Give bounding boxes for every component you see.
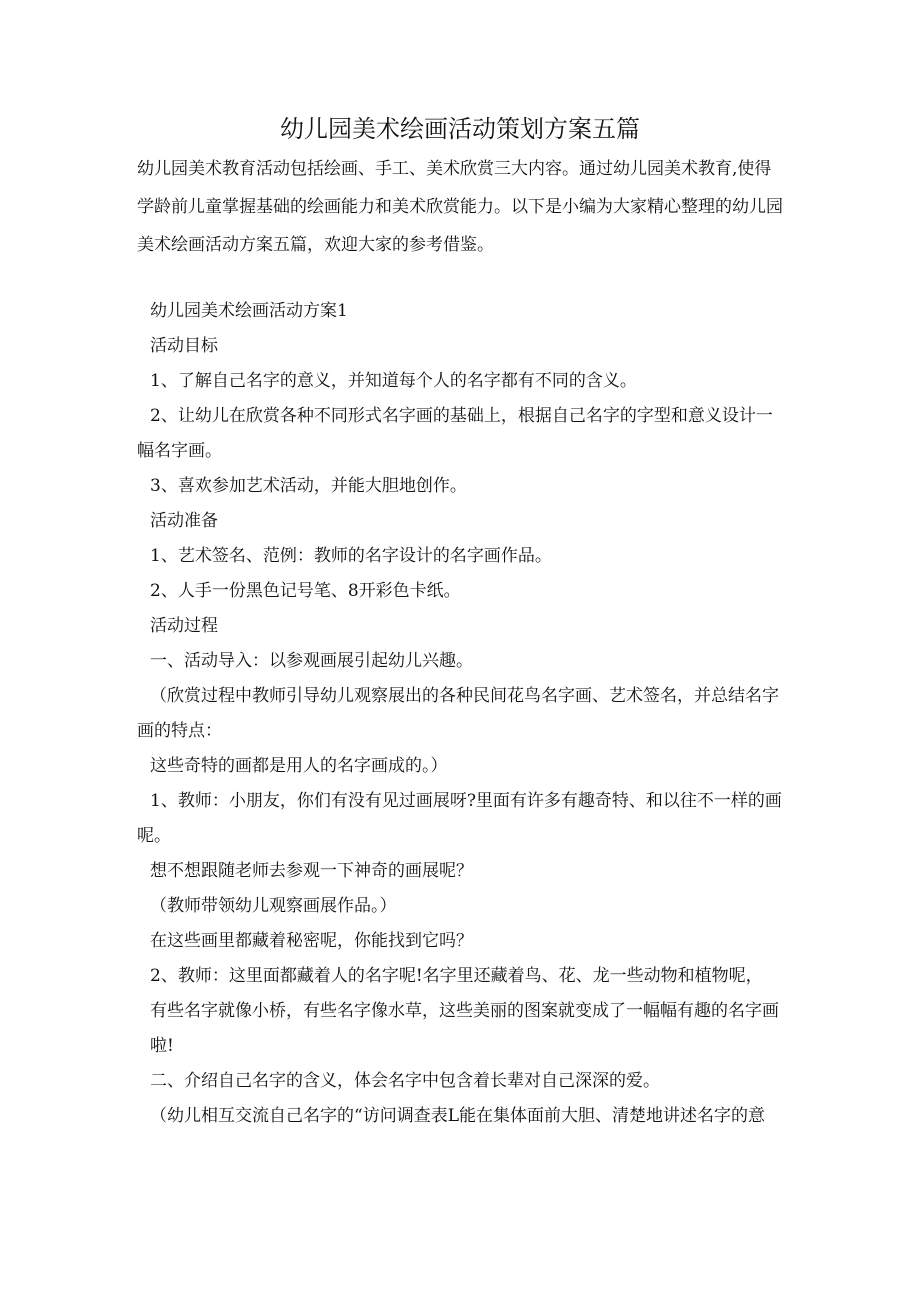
section-heading: 幼儿园美术绘画活动方案1 xyxy=(150,301,348,321)
paragraph: （教师带领幼儿观察画展作品。） xyxy=(150,896,397,916)
paragraph: 在这些画里都藏着秘密呢，你能找到它吗？ xyxy=(150,931,473,951)
document-title: 幼儿园美术绘画活动策划方案五篇 xyxy=(280,115,640,143)
subheading: 活动目标 xyxy=(150,336,218,356)
paragraph: 3、喜欢参加艺术活动，并能大胆地创作。 xyxy=(150,476,467,496)
paragraph: 2、教师：这里面都藏着人的名字呢!名字里还藏着鸟、花、龙一些动物和植物呢， xyxy=(150,966,763,986)
paragraph: 1、艺术签名、范例：教师的名字设计的名字画作品。 xyxy=(150,546,552,566)
intro-paragraph: 幼儿园美术教育活动包括绘画、手工、美术欣赏三大内容。通过幼儿园美术教育,使得学龄前儿童掌握基础的绘画能力和美术欣赏能力。以下是小编为大家精心整理的幼儿园美术绘画活动方案五篇，欢迎大家的参考借鉴。 xyxy=(137,159,783,255)
paragraph: （幼儿相互交流自己名字的“访问调查表L能在集体面前大胆、清楚地讲述名字的意 xyxy=(150,1106,765,1126)
paragraph: 有些名字就像小桥，有些名字像水草，这些美丽的图案就变成了一幅幅有趣的名字画啦! xyxy=(150,1001,779,1056)
document-body xyxy=(137,294,787,1134)
paragraph: 1、教师：小朋友，你们有没有见过画展呀?里面有许多有趣奇特、和以往不一样的画呢。 xyxy=(137,791,782,846)
paragraph: 想不想跟随老师去参观一下神奇的画展呢？ xyxy=(150,861,473,881)
paragraph: 2、让幼儿在欣赏各种不同形式名字画的基础上，根据自己名字的字型和意义设计一幅名字画。 xyxy=(137,406,773,461)
paragraph: 二、介绍自己名字的含义，体会名字中包含着长辈对自己深深的爱。 xyxy=(150,1071,660,1091)
paragraph: 一、活动导入：以参观画展引起幼儿兴趣。 xyxy=(150,651,473,671)
paragraph: 1、了解自己名字的意义，并知道每个人的名字都有不同的含义。 xyxy=(150,371,637,391)
paragraph: （欣赏过程中教师引导幼儿观察展出的各种民间花鸟名字画、艺术签名，并总结名字画的特点： xyxy=(137,686,779,741)
subheading: 活动过程 xyxy=(150,616,218,636)
paragraph: 这些奇特的画都是用人的名字画成的。） xyxy=(150,756,448,776)
paragraph: 2、人手一份黑色记号笔、8开彩色卡纸。 xyxy=(150,581,461,601)
subheading: 活动准备 xyxy=(150,511,218,531)
